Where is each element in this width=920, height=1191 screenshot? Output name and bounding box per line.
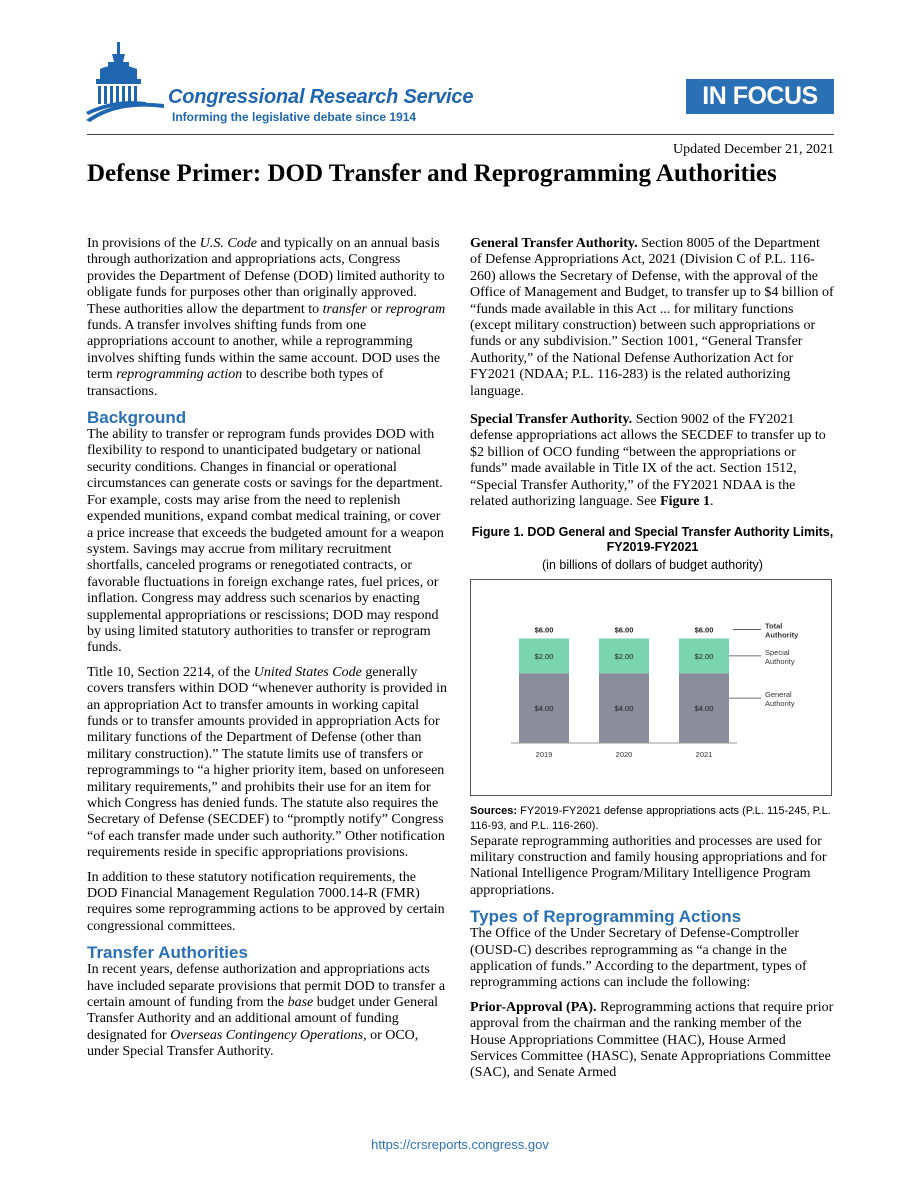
bar-label-general-2019: $4.00 <box>534 703 554 713</box>
left-column <box>87 236 449 1069</box>
types-paragraph: The Office of the Under Secretary of Defense-Comptroller (OUSD-C) describes reprogramming as “a change in the application of funds.” According to the department, types of reprogramming actions can include the following: <box>470 926 807 991</box>
after-figure-paragraph: Separate reprogramming authorities and processes are used for military construction and family housing appropriations and for National Intelligence Program/Military Intelligence Program appropriations. <box>470 833 827 898</box>
transfer-heading: Transfer Authorities <box>87 943 248 963</box>
x-tick-2021: 2021 <box>695 749 713 759</box>
in-focus-badge: IN FOCUS <box>686 79 834 114</box>
bar-total-2019: $6.00 <box>534 624 554 634</box>
general-transfer-paragraph: General Transfer Authority. Section 8005 of the Department of Defense Appropriations Act, 2021 (Division C of P.L. 116-260) allows the Secretary of Defense, with the approval of the Office of Management and Budget, to transfer up to $4 billion of “funds made available in this Act ... for military functions (except military construction) between such appropriations or funds or any subdivision.” Section 1001, “General Transfer Authority,” of the National Defense Authorization Act for FY2021 (NDAA; P.L. 116-283) is the related authorizing language. <box>470 236 834 399</box>
footer-url[interactable]: https://crsreports.congress.gov <box>371 1137 549 1152</box>
background-paragraph-3: In addition to these statutory notification requirements, the DOD Financial Management Regulation 7000.14-R (FMR) requires some reprogramming actions to be approved by certain congressional committees. <box>87 869 445 934</box>
intro-paragraph: In provisions of the U.S. Code and typically on an annual basis through authorization and appropriations acts, Congress provides the Department of Defense (DOD) limited authority to obligate funds for purposes other than originally approved. These authorities allow the department to transfer or reprogram funds. A transfer involves shifting funds from one appropriations account to another, while a reprogramming involves shifting funds within the same account. DOD uses the term reprogramming action to describe both types of transactions. <box>87 236 446 399</box>
special-transfer-paragraph: Special Transfer Authority. Section 9002 of the FY2021 defense appropriations act allows the SECDEF to transfer up to $2 billion of OCO funding “between the appropriations or funds” made available in Title IX of the act. Section 1512, “Special Transfer Authority,” of the FY2021 NDAA is the related authorizing language. See Figure 1. <box>470 412 826 510</box>
page-title: Defense Primer: DOD Transfer and Reprogramming Authorities <box>87 160 777 187</box>
prior-approval-paragraph: Prior-Approval (PA). Reprogramming actions that require prior approval from the chairman and the ranking member of the House Appropriations Committee (HAC), House Armed Services Committee (HASC), Senate Appropriations Committee (SAC), and Senate Armed <box>470 999 834 1081</box>
legend-special-authority: Special Authority <box>765 647 795 666</box>
transfer-authority-chart <box>471 580 831 795</box>
figure-box <box>470 579 832 796</box>
bar-total-2020: $6.00 <box>614 624 634 634</box>
x-tick-2019: 2019 <box>535 749 553 759</box>
legend-general-authority: General Authority <box>765 689 795 708</box>
capitol-dome-logo <box>86 40 166 124</box>
bar-label-special-2021: $2.00 <box>694 651 714 661</box>
legend-total-authority: Total Authority <box>765 620 799 639</box>
bar-label-special-2020: $2.00 <box>614 651 634 661</box>
types-heading: Types of Reprogramming Actions <box>470 907 742 927</box>
figure-caption: Figure 1. DOD General and Special Transfer Authority Limits, FY2019-FY2021 <box>471 524 834 554</box>
transfer-paragraph: In recent years, defense authorization and appropriations acts have included separate provisions that permit DOD to transfer a certain amount of funding from the base budget under General Transfer Authority and an additional amount of funding designated for Overseas Contingency Operations, or OCO, under Special Transfer Authority. <box>87 962 446 1060</box>
x-tick-2020: 2020 <box>615 749 633 759</box>
background-paragraph-1: The ability to transfer or reprogram funds provides DOD with flexibility to respond to unanticipated budgetary or national security conditions. Changes in financial or operational circumstances can generate costs or savings for the department. For example, costs may arise from the need to replenish expended munitions, expand combat medical training, or cover a price increase that exceeds the budgeted amount for a weapon system. Savings may accrue from military recruitment shortfalls, canceled programs or renegotiated contracts, or favorable fluctuations in foreign exchange rates, fuel prices, or inflation. Congress may address such scenarios by enacting supplemental appropriations or rescissions; DOD may respond by using limited statutory authorities to transfer or reprogram funds. <box>87 427 444 656</box>
figure-subcaption: (in billions of dollars of budget authority) <box>542 557 763 572</box>
background-heading: Background <box>87 408 187 428</box>
bar-label-special-2019: $2.00 <box>534 651 554 661</box>
bar-total-2021: $6.00 <box>694 624 714 634</box>
background-paragraph-2: Title 10, Section 2214, of the United States Code generally covers transfers within DOD “whenever authority is provided in an appropriation Act to transfer amounts in working capital funds or to transfer amounts provided in appropriation Acts for military functions of the Department of Defense (other than military construction).” The statute limits use of transfers or reprogrammings to “a higher priority item, based on unforeseen military requirements,” and prohibits their use for an item for which Congress has denied funds. The statute also requires the Secretary of Defense (SECDEF) to “promptly notify” Congress “of each transfer made under such authority.” Other notification requirements reside in specific appropriations provisions. <box>87 664 448 861</box>
org-tagline: Informing the legislative debate since 1914 <box>172 110 417 124</box>
org-name: Congressional Research Service <box>168 86 474 108</box>
header-rule <box>87 134 834 135</box>
bar-label-general-2020: $4.00 <box>614 703 634 713</box>
updated-date: Updated December 21, 2021 <box>673 142 834 157</box>
right-column <box>470 236 835 1090</box>
figure-sources: Sources: FY2019-FY2021 defense appropriations acts (P.L. 115-245, P.L. 116-93, and P.L. 116-260). <box>470 804 831 832</box>
bar-label-general-2021: $4.00 <box>694 703 714 713</box>
